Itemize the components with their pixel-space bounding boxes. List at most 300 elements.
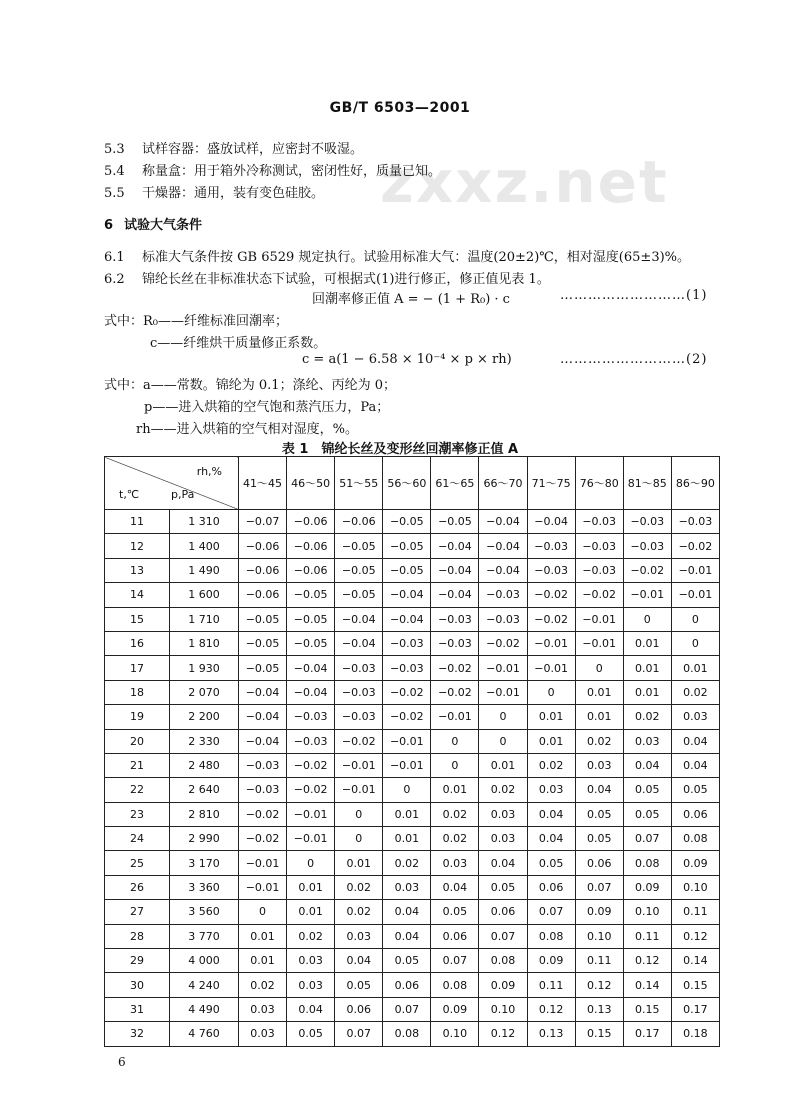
correction-value-cell: −0.05 bbox=[239, 607, 287, 631]
correction-value-cell: 0 bbox=[431, 729, 479, 753]
correction-value-cell: −0.01 bbox=[575, 631, 623, 655]
correction-value-cell: 0 bbox=[239, 900, 287, 924]
correction-value-cell: −0.03 bbox=[335, 705, 383, 729]
correction-value-cell: 0.01 bbox=[239, 949, 287, 973]
column-header: 66～70 bbox=[479, 457, 527, 510]
table-row bbox=[105, 924, 720, 948]
correction-value-cell: 0 bbox=[383, 778, 431, 802]
correction-value-cell: 0.04 bbox=[527, 827, 575, 851]
correction-value-cell: −0.02 bbox=[287, 778, 335, 802]
temperature-cell: 32 bbox=[105, 1022, 170, 1046]
correction-value-cell: 0 bbox=[623, 607, 671, 631]
pressure-cell: 1 930 bbox=[170, 656, 239, 680]
correction-value-cell: −0.02 bbox=[671, 534, 719, 558]
pressure-cell: 3 360 bbox=[170, 875, 239, 899]
correction-value-cell: 0.01 bbox=[431, 778, 479, 802]
correction-value-cell: −0.05 bbox=[383, 558, 431, 582]
correction-value-cell: 0.03 bbox=[575, 753, 623, 777]
table-body bbox=[105, 510, 720, 1047]
correction-value-cell: −0.02 bbox=[383, 705, 431, 729]
pressure-cell: 3 170 bbox=[170, 851, 239, 875]
correction-value-cell: 0.01 bbox=[623, 656, 671, 680]
correction-value-cell: −0.04 bbox=[335, 607, 383, 631]
correction-value-cell: 0 bbox=[527, 680, 575, 704]
temperature-cell: 23 bbox=[105, 802, 170, 826]
correction-value-cell: −0.02 bbox=[575, 583, 623, 607]
correction-value-cell: −0.03 bbox=[479, 607, 527, 631]
where-text: rh——进入烘箱的空气相对湿度，%。 bbox=[136, 422, 358, 437]
correction-value-cell: 0.01 bbox=[287, 900, 335, 924]
correction-value-cell: 0.09 bbox=[623, 875, 671, 899]
clause-text: 锦纶长丝在非标准状态下试验，可根据式(1)进行修正，修正值见表 1。 bbox=[142, 272, 550, 287]
correction-value-cell: 0.01 bbox=[383, 827, 431, 851]
clause-number: 6.2 bbox=[104, 272, 125, 287]
where-2-rh bbox=[136, 418, 358, 437]
correction-value-cell: 0.12 bbox=[527, 997, 575, 1021]
correction-value-cell: 0.01 bbox=[383, 802, 431, 826]
correction-value-cell: −0.04 bbox=[287, 656, 335, 680]
clause-number: 6.1 bbox=[104, 250, 125, 265]
correction-value-cell: −0.03 bbox=[527, 534, 575, 558]
correction-value-cell: −0.03 bbox=[575, 510, 623, 534]
correction-value-cell: 0.03 bbox=[239, 1022, 287, 1046]
correction-value-cell: 0.02 bbox=[575, 729, 623, 753]
correction-value-cell: −0.01 bbox=[527, 631, 575, 655]
correction-value-cell: 0.01 bbox=[575, 705, 623, 729]
column-header: 51～55 bbox=[335, 457, 383, 510]
correction-value-cell: −0.03 bbox=[431, 631, 479, 655]
correction-value-cell: 0.11 bbox=[671, 900, 719, 924]
correction-value-cell: 0.03 bbox=[287, 949, 335, 973]
correction-value-cell: −0.01 bbox=[575, 607, 623, 631]
correction-value-cell: −0.01 bbox=[431, 705, 479, 729]
correction-value-cell: 0 bbox=[431, 753, 479, 777]
correction-value-cell: 0.02 bbox=[479, 778, 527, 802]
correction-value-cell: −0.06 bbox=[335, 510, 383, 534]
table-row bbox=[105, 558, 720, 582]
correction-value-cell: −0.01 bbox=[287, 827, 335, 851]
correction-value-cell: −0.01 bbox=[287, 802, 335, 826]
correction-value-cell: 0.11 bbox=[575, 949, 623, 973]
formula-2-number bbox=[560, 352, 707, 367]
rh-axis-label: rh,% bbox=[196, 465, 222, 478]
correction-value-cell: 0.05 bbox=[623, 802, 671, 826]
correction-value-cell: 0.02 bbox=[623, 705, 671, 729]
correction-value-cell: 0.01 bbox=[287, 875, 335, 899]
correction-value-cell: 0.07 bbox=[575, 875, 623, 899]
table-row bbox=[105, 973, 720, 997]
correction-value-cell: 0.05 bbox=[575, 827, 623, 851]
clause-6-2 bbox=[104, 268, 550, 287]
correction-value-cell: 0.08 bbox=[431, 973, 479, 997]
correction-value-cell: −0.01 bbox=[479, 680, 527, 704]
correction-value-cell: 0.15 bbox=[671, 973, 719, 997]
correction-value-cell: 0.11 bbox=[623, 924, 671, 948]
correction-value-cell: 0.05 bbox=[527, 851, 575, 875]
table-header-row bbox=[105, 457, 720, 510]
correction-value-cell: −0.01 bbox=[671, 558, 719, 582]
correction-value-cell: 0.01 bbox=[239, 924, 287, 948]
correction-value-cell: −0.07 bbox=[239, 510, 287, 534]
pressure-cell: 2 330 bbox=[170, 729, 239, 753]
correction-value-cell: 0.13 bbox=[575, 997, 623, 1021]
correction-value-cell: 0.02 bbox=[383, 851, 431, 875]
correction-value-cell: 0.07 bbox=[383, 997, 431, 1021]
temperature-cell: 26 bbox=[105, 875, 170, 899]
correction-value-cell: −0.03 bbox=[287, 705, 335, 729]
table-row bbox=[105, 607, 720, 631]
correction-value-cell: −0.06 bbox=[287, 534, 335, 558]
correction-table bbox=[104, 456, 720, 1047]
correction-value-cell: 0.10 bbox=[479, 997, 527, 1021]
correction-value-cell: 0.08 bbox=[383, 1022, 431, 1046]
correction-value-cell: −0.05 bbox=[287, 631, 335, 655]
section-title: 试验大气条件 bbox=[124, 218, 203, 233]
correction-value-cell: −0.02 bbox=[527, 583, 575, 607]
correction-value-cell: 0.01 bbox=[527, 729, 575, 753]
correction-value-cell: −0.02 bbox=[383, 680, 431, 704]
clause-number: 5.4 bbox=[104, 164, 125, 179]
correction-value-cell: 0.07 bbox=[431, 949, 479, 973]
correction-value-cell: 0.10 bbox=[431, 1022, 479, 1046]
clause-5-3 bbox=[104, 138, 363, 157]
correction-value-cell: 0.02 bbox=[431, 827, 479, 851]
correction-value-cell: 0.05 bbox=[431, 900, 479, 924]
correction-value-cell: 0.03 bbox=[383, 875, 431, 899]
correction-value-cell: 0.04 bbox=[671, 729, 719, 753]
correction-value-cell: −0.01 bbox=[671, 583, 719, 607]
table-row bbox=[105, 583, 720, 607]
clause-text: 试样容器：盛放试样，应密封不吸湿。 bbox=[142, 142, 364, 157]
correction-value-cell: 0.09 bbox=[671, 851, 719, 875]
correction-value-cell: −0.05 bbox=[239, 656, 287, 680]
correction-value-cell: 0.10 bbox=[623, 900, 671, 924]
correction-value-cell: 0.05 bbox=[335, 973, 383, 997]
temperature-cell: 21 bbox=[105, 753, 170, 777]
pressure-cell: 2 640 bbox=[170, 778, 239, 802]
temperature-cell: 18 bbox=[105, 680, 170, 704]
correction-value-cell: 0.13 bbox=[527, 1022, 575, 1046]
standard-code-header: GB/T 6503—2001 bbox=[329, 100, 471, 116]
correction-value-cell: 0.04 bbox=[287, 997, 335, 1021]
pressure-cell: 1 710 bbox=[170, 607, 239, 631]
correction-value-cell: −0.01 bbox=[383, 753, 431, 777]
correction-value-cell: 0.01 bbox=[335, 851, 383, 875]
correction-value-cell: −0.04 bbox=[239, 729, 287, 753]
column-header: 76～80 bbox=[575, 457, 623, 510]
correction-value-cell: −0.03 bbox=[383, 656, 431, 680]
pressure-cell: 2 200 bbox=[170, 705, 239, 729]
correction-value-cell: −0.03 bbox=[527, 558, 575, 582]
correction-value-cell: 0 bbox=[575, 656, 623, 680]
correction-value-cell: −0.04 bbox=[479, 510, 527, 534]
correction-value-cell: 0.06 bbox=[527, 875, 575, 899]
correction-value-cell: 0.06 bbox=[383, 973, 431, 997]
correction-value-cell: −0.02 bbox=[287, 753, 335, 777]
table-row bbox=[105, 534, 720, 558]
where-text: c——纤维烘干质量修正系数。 bbox=[150, 336, 327, 351]
correction-value-cell: −0.05 bbox=[335, 583, 383, 607]
correction-value-cell: 0.04 bbox=[671, 753, 719, 777]
table-row bbox=[105, 1022, 720, 1046]
correction-value-cell: −0.01 bbox=[623, 583, 671, 607]
correction-value-cell: 0.03 bbox=[479, 802, 527, 826]
correction-value-cell: −0.02 bbox=[479, 631, 527, 655]
pressure-cell: 4 240 bbox=[170, 973, 239, 997]
correction-value-cell: 0.06 bbox=[335, 997, 383, 1021]
correction-value-cell: 0.01 bbox=[623, 631, 671, 655]
correction-value-cell: −0.03 bbox=[479, 583, 527, 607]
correction-value-cell: −0.03 bbox=[383, 631, 431, 655]
table-row bbox=[105, 997, 720, 1021]
correction-value-cell: −0.04 bbox=[431, 583, 479, 607]
correction-value-cell: −0.05 bbox=[335, 558, 383, 582]
where-1-r0 bbox=[104, 310, 288, 329]
correction-value-cell: 0.02 bbox=[527, 753, 575, 777]
correction-value-cell: 0 bbox=[671, 631, 719, 655]
correction-value-cell: 0.05 bbox=[623, 778, 671, 802]
column-header: 86～90 bbox=[671, 457, 719, 510]
correction-value-cell: −0.04 bbox=[239, 680, 287, 704]
correction-value-cell: −0.04 bbox=[431, 534, 479, 558]
formula-2 bbox=[302, 352, 512, 367]
correction-value-cell: −0.03 bbox=[623, 510, 671, 534]
correction-value-cell: −0.04 bbox=[335, 631, 383, 655]
temperature-cell: 25 bbox=[105, 851, 170, 875]
correction-value-cell: 0.03 bbox=[287, 973, 335, 997]
correction-value-cell: −0.06 bbox=[239, 534, 287, 558]
correction-value-cell: −0.02 bbox=[431, 680, 479, 704]
correction-value-cell: 0.08 bbox=[479, 949, 527, 973]
correction-value-cell: 0.06 bbox=[671, 802, 719, 826]
correction-value-cell: 0.02 bbox=[671, 680, 719, 704]
correction-value-cell: 0.04 bbox=[623, 753, 671, 777]
correction-value-cell: 0 bbox=[479, 705, 527, 729]
temperature-cell: 20 bbox=[105, 729, 170, 753]
correction-value-cell: 0.04 bbox=[431, 875, 479, 899]
correction-value-cell: 0.10 bbox=[575, 924, 623, 948]
correction-value-cell: 0 bbox=[479, 729, 527, 753]
correction-value-cell: −0.03 bbox=[575, 534, 623, 558]
column-header: 61～65 bbox=[431, 457, 479, 510]
clause-text: 称量盒：用于箱外冷称测试，密闭性好，质量已知。 bbox=[142, 164, 442, 179]
temperature-cell: 22 bbox=[105, 778, 170, 802]
correction-value-cell: −0.05 bbox=[383, 510, 431, 534]
correction-value-cell: 0.08 bbox=[527, 924, 575, 948]
correction-value-cell: −0.04 bbox=[431, 558, 479, 582]
temperature-cell: 13 bbox=[105, 558, 170, 582]
correction-value-cell: 0.17 bbox=[623, 1022, 671, 1046]
where-text: p——进入烘箱的空气饱和蒸汽压力，Pa； bbox=[144, 400, 390, 415]
table-row bbox=[105, 949, 720, 973]
pressure-cell: 2 480 bbox=[170, 753, 239, 777]
column-header: 71～75 bbox=[527, 457, 575, 510]
pressure-cell: 2 070 bbox=[170, 680, 239, 704]
correction-value-cell: −0.03 bbox=[239, 778, 287, 802]
clause-number: 5.5 bbox=[104, 186, 125, 201]
correction-value-cell: −0.04 bbox=[383, 583, 431, 607]
correction-value-cell: 0.01 bbox=[575, 680, 623, 704]
correction-value-cell: 0.09 bbox=[575, 900, 623, 924]
clause-text: 标准大气条件按 GB 6529 规定执行。试验用标准大气：温度(20±2)℃，相对湿度(65±3)%。 bbox=[142, 250, 691, 265]
table-row bbox=[105, 729, 720, 753]
correction-value-cell: −0.04 bbox=[383, 607, 431, 631]
where-prefix: 式中： bbox=[104, 314, 144, 329]
correction-value-cell: 0.02 bbox=[335, 875, 383, 899]
correction-value-cell: −0.02 bbox=[623, 558, 671, 582]
where-prefix: 式中： bbox=[104, 378, 144, 393]
correction-value-cell: 0.17 bbox=[671, 997, 719, 1021]
correction-value-cell: −0.01 bbox=[335, 778, 383, 802]
table-row bbox=[105, 778, 720, 802]
correction-value-cell: 0.08 bbox=[623, 851, 671, 875]
correction-value-cell: −0.03 bbox=[623, 534, 671, 558]
correction-value-cell: 0.18 bbox=[671, 1022, 719, 1046]
table-row bbox=[105, 656, 720, 680]
table-row bbox=[105, 631, 720, 655]
correction-value-cell: 0.03 bbox=[527, 778, 575, 802]
correction-value-cell: −0.03 bbox=[671, 510, 719, 534]
diagonal-header-cell bbox=[105, 457, 239, 510]
temperature-cell: 31 bbox=[105, 997, 170, 1021]
column-header: 81～85 bbox=[623, 457, 671, 510]
correction-value-cell: −0.04 bbox=[527, 510, 575, 534]
pressure-cell: 4 760 bbox=[170, 1022, 239, 1046]
temperature-cell: 14 bbox=[105, 583, 170, 607]
correction-value-cell: −0.03 bbox=[239, 753, 287, 777]
correction-value-cell: 0 bbox=[671, 607, 719, 631]
correction-value-cell: 0.01 bbox=[671, 656, 719, 680]
correction-value-cell: −0.03 bbox=[431, 607, 479, 631]
correction-value-cell: 0.04 bbox=[575, 778, 623, 802]
temperature-cell: 12 bbox=[105, 534, 170, 558]
table-row bbox=[105, 875, 720, 899]
correction-value-cell: −0.05 bbox=[383, 534, 431, 558]
correction-value-cell: 0.02 bbox=[239, 973, 287, 997]
clause-6-1 bbox=[104, 246, 690, 265]
correction-value-cell: −0.02 bbox=[431, 656, 479, 680]
correction-value-cell: −0.06 bbox=[239, 583, 287, 607]
correction-value-cell: 0 bbox=[287, 851, 335, 875]
correction-value-cell: 0.09 bbox=[527, 949, 575, 973]
correction-value-cell: −0.02 bbox=[335, 729, 383, 753]
correction-value-cell: −0.06 bbox=[287, 558, 335, 582]
where-2-a bbox=[104, 374, 396, 393]
page-number: 6 bbox=[118, 1055, 126, 1069]
correction-value-cell: 0.03 bbox=[431, 851, 479, 875]
pressure-cell: 2 990 bbox=[170, 827, 239, 851]
correction-value-cell: 0.05 bbox=[671, 778, 719, 802]
correction-value-cell: 0.07 bbox=[479, 924, 527, 948]
correction-value-cell: 0.04 bbox=[335, 949, 383, 973]
correction-value-cell: 0.03 bbox=[623, 729, 671, 753]
correction-value-cell: 0.08 bbox=[671, 827, 719, 851]
temperature-cell: 27 bbox=[105, 900, 170, 924]
temperature-cell: 16 bbox=[105, 631, 170, 655]
column-header: 41～45 bbox=[239, 457, 287, 510]
formula-1-number bbox=[560, 288, 707, 303]
correction-value-cell: −0.01 bbox=[239, 875, 287, 899]
correction-value-cell: 0.07 bbox=[623, 827, 671, 851]
formula-1-text: 回潮率修正值 A = − (1 + R₀) · c bbox=[312, 292, 510, 307]
formula-1 bbox=[312, 288, 510, 307]
correction-value-cell: −0.02 bbox=[239, 802, 287, 826]
temperature-cell: 30 bbox=[105, 973, 170, 997]
correction-value-cell: 0.01 bbox=[527, 705, 575, 729]
correction-value-cell: 0.12 bbox=[623, 949, 671, 973]
where-1-c bbox=[150, 332, 326, 351]
correction-value-cell: −0.03 bbox=[335, 656, 383, 680]
formula-2-text: c = a(1 − 6.58 × 10⁻⁴ × p × rh) bbox=[302, 352, 512, 367]
correction-value-cell: −0.03 bbox=[335, 680, 383, 704]
correction-value-cell: 0.12 bbox=[671, 924, 719, 948]
t-axis-label: t,℃ bbox=[119, 488, 140, 501]
correction-value-cell: 0.06 bbox=[575, 851, 623, 875]
correction-value-cell: −0.06 bbox=[239, 558, 287, 582]
pressure-cell: 4 490 bbox=[170, 997, 239, 1021]
table-row bbox=[105, 753, 720, 777]
where-2-p bbox=[144, 396, 389, 415]
correction-value-cell: 0.14 bbox=[623, 973, 671, 997]
correction-value-cell: 0 bbox=[335, 802, 383, 826]
correction-value-cell: 0.07 bbox=[527, 900, 575, 924]
correction-value-cell: 0.15 bbox=[575, 1022, 623, 1046]
correction-value-cell: 0.05 bbox=[479, 875, 527, 899]
correction-value-cell: 0.03 bbox=[239, 997, 287, 1021]
correction-value-cell: 0.14 bbox=[671, 949, 719, 973]
correction-value-cell: 0.04 bbox=[527, 802, 575, 826]
column-header: 46～50 bbox=[287, 457, 335, 510]
formula-1-dots: ………………………(1) bbox=[560, 288, 708, 303]
correction-value-cell: −0.01 bbox=[335, 753, 383, 777]
correction-value-cell: 0.02 bbox=[431, 802, 479, 826]
temperature-cell: 28 bbox=[105, 924, 170, 948]
temperature-cell: 29 bbox=[105, 949, 170, 973]
section-6-heading bbox=[104, 214, 202, 233]
correction-value-cell: 0.01 bbox=[623, 680, 671, 704]
where-text: a——常数。锦纶为 0.1；涤纶、丙纶为 0； bbox=[143, 378, 396, 393]
correction-value-cell: 0.05 bbox=[383, 949, 431, 973]
correction-value-cell: −0.05 bbox=[335, 534, 383, 558]
correction-value-cell: −0.05 bbox=[287, 607, 335, 631]
table-row bbox=[105, 680, 720, 704]
temperature-cell: 11 bbox=[105, 510, 170, 534]
watermark: zxxz.net bbox=[380, 148, 669, 216]
table-row bbox=[105, 851, 720, 875]
correction-value-cell: 0 bbox=[335, 827, 383, 851]
clause-number: 5.3 bbox=[104, 142, 125, 157]
column-header: 56～60 bbox=[383, 457, 431, 510]
correction-value-cell: 0.09 bbox=[479, 973, 527, 997]
temperature-cell: 15 bbox=[105, 607, 170, 631]
correction-value-cell: 0.03 bbox=[479, 827, 527, 851]
table-row bbox=[105, 510, 720, 534]
pressure-cell: 3 770 bbox=[170, 924, 239, 948]
pressure-cell: 4 000 bbox=[170, 949, 239, 973]
correction-value-cell: −0.02 bbox=[239, 827, 287, 851]
correction-value-cell: −0.01 bbox=[239, 851, 287, 875]
correction-value-cell: −0.05 bbox=[287, 583, 335, 607]
formula-2-dots: ………………………(2) bbox=[560, 352, 708, 367]
pressure-cell: 1 310 bbox=[170, 510, 239, 534]
correction-value-cell: 0.02 bbox=[335, 900, 383, 924]
correction-value-cell: 0.09 bbox=[431, 997, 479, 1021]
correction-value-cell: −0.02 bbox=[527, 607, 575, 631]
correction-value-cell: 0.12 bbox=[479, 1022, 527, 1046]
correction-value-cell: 0.01 bbox=[479, 753, 527, 777]
correction-value-cell: 0.07 bbox=[335, 1022, 383, 1046]
pressure-cell: 1 600 bbox=[170, 583, 239, 607]
